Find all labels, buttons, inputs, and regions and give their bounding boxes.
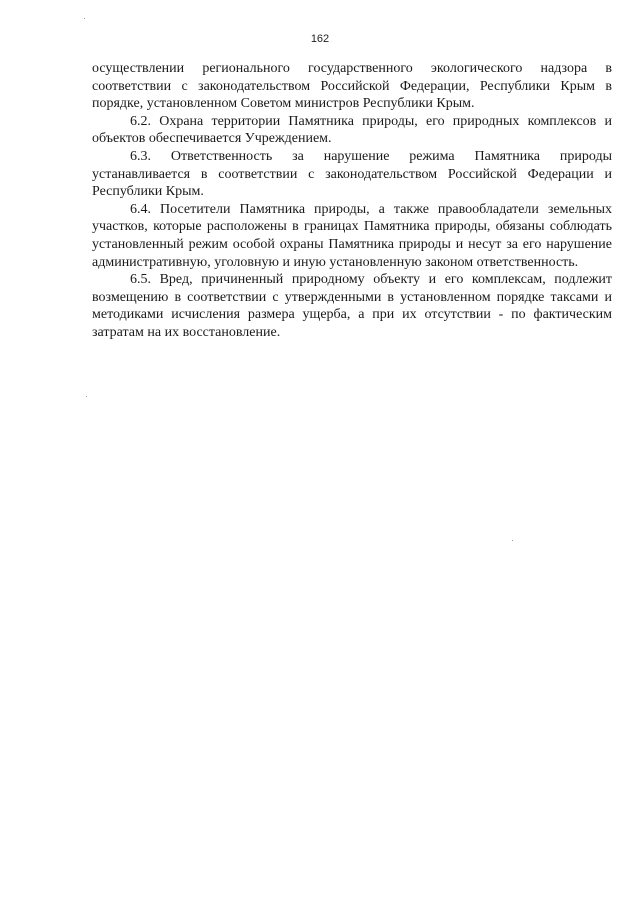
paragraph-continuation: осуществлении регионального государственного экологического надзора в соответствии с законодательством Российской Федерации, Республики Крым в порядке, установленном Советом министров Республики Крым. (92, 61, 612, 112)
paragraph-6-2: 6.2. Охрана территории Памятника природы, его природных комплексов и объектов обеспечивается Учреждением. (92, 113, 612, 147)
document-body (92, 60, 612, 342)
paragraph-6-3: 6.3. Ответственность за нарушение режима Памятника природы устанавливается в соответствии с законодательством Российской Федерации и Республики Крым. (92, 148, 612, 200)
scan-speck (512, 540, 513, 541)
scan-speck (86, 396, 87, 397)
page-number: 162 (310, 33, 330, 45)
paragraph-6-4: 6.4. Посетители Памятника природы, а также правообладатели земельных участков, которые расположены в границах Памятника природы, обязаны соблюдать установленный режим особой охраны Памятника природы и несут за его нарушение административную, уголовную и иную установленную законом ответственность. (92, 201, 612, 270)
paragraph-6-5: 6.5. Вред, причиненный природному объекту и его комплексам, подлежит возмещению в соответствии с утвержденными в установленном порядке таксами и методиками исчисления размера ущерба, а при их отсутствии - по фактическим затратам на их восстановление. (92, 272, 612, 340)
scan-speck (84, 18, 85, 19)
